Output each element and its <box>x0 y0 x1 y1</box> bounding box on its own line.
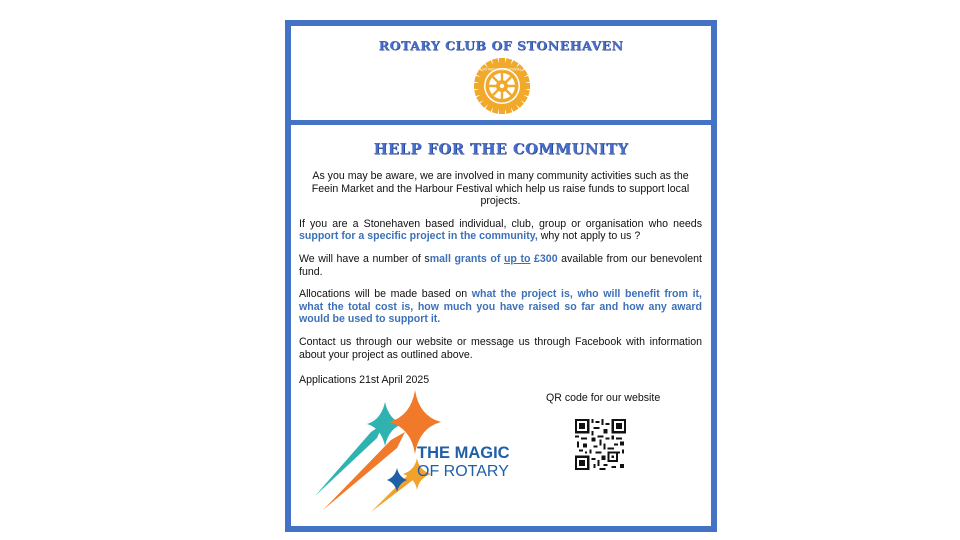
highlight-text: support for a specific project in the community, <box>299 230 538 243</box>
header-divider <box>291 120 711 125</box>
paragraph-grants <box>299 253 702 278</box>
club-title: ROTARY CLUB OF STONEHAVEN <box>378 38 624 53</box>
qr-caption: QR code for our website <box>546 392 661 404</box>
paragraph-intro: As you may be aware, we are involved in many community activities such as the Feein Market and the Harbour Festival which help us raise funds to support local projects. <box>311 170 690 208</box>
poster <box>285 20 717 532</box>
paragraph-contact: Contact us through our website or message us through Facebook with information about your project as outlined above. <box>299 335 702 361</box>
text-run: why not apply to us ? <box>537 230 641 243</box>
section-title: HELP FOR THE COMMUNITY <box>373 141 629 158</box>
paragraph-allocations <box>299 288 702 326</box>
applications-deadline: Applications 21st April 2025 <box>299 374 430 386</box>
highlight-underlined-text: up to <box>503 252 531 265</box>
qr-code-icon[interactable] <box>575 419 626 470</box>
logo-text-line1: THE MAGIC <box>417 444 510 462</box>
text-run: If you are a Stonehaven based individual, club, group or organisation who needs <box>299 217 702 230</box>
grant-amount: £300 <box>530 252 558 265</box>
body-text <box>299 170 702 371</box>
text-run: Allocations will be made based on <box>299 288 472 301</box>
logo-text-line2: OF ROTARY <box>417 463 509 480</box>
emblem-text: ROTARY INTERNATIONAL <box>482 67 522 72</box>
paragraph-eligibility <box>299 218 702 243</box>
highlight-text: mall grants of <box>429 252 504 265</box>
text-run: We will have a number of s <box>299 252 430 265</box>
highlight-text: what the project is, who will benefit from it, what the total cost is, how much you have raised so far and how any award would be used to support it. <box>299 288 702 326</box>
rotary-wheel-icon <box>474 58 530 114</box>
text-run: available from our benevolent fund. <box>299 252 703 278</box>
